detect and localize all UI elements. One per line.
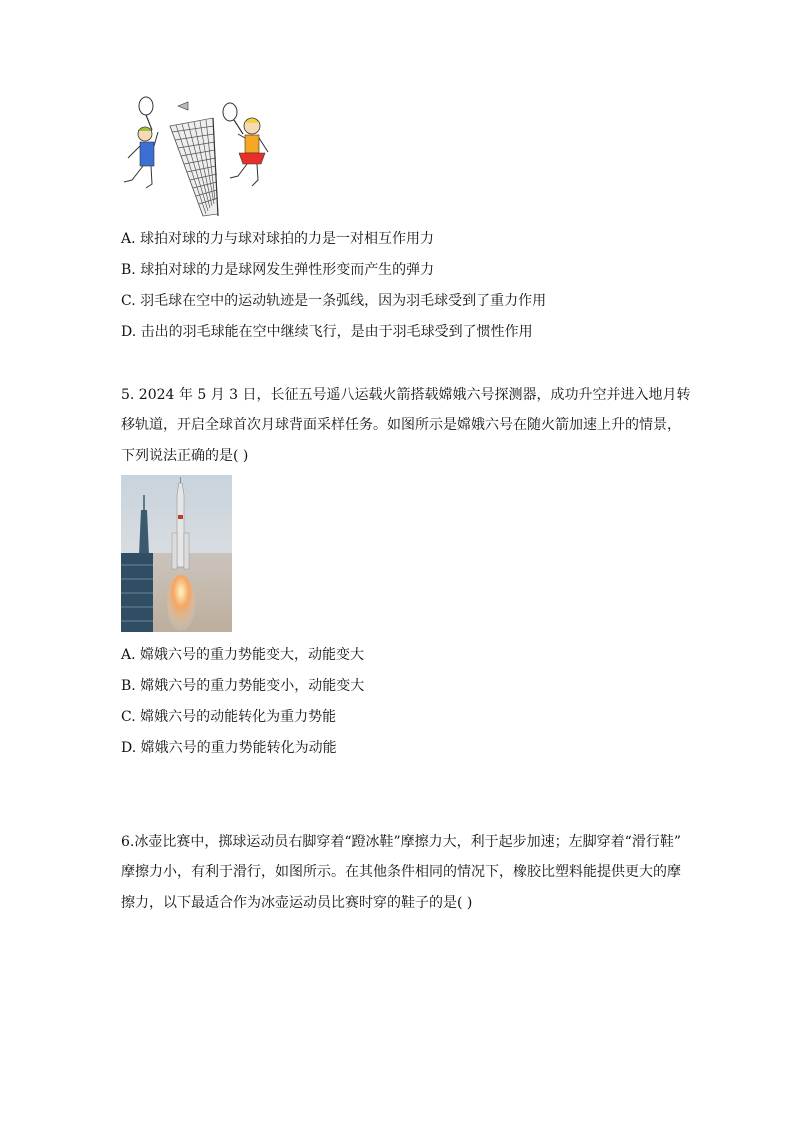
q5-stem-line-1: 5. 2024 年 5 月 3 日，长征五号遥八运载火箭搭载嫦娥六号探测器，成功升空并进入地月转 [121, 387, 691, 403]
badminton-figure [118, 96, 278, 218]
q5-stem-line-3: 下列说法正确的是( ) [121, 448, 249, 464]
q4-option-a: A. 球拍对球的力与球对球拍的力是一对相互作用力 [121, 231, 435, 247]
badminton-illustration [118, 96, 278, 218]
q5-stem-line-2: 移轨道，开启全球首次月球背面采样任务。如图所示是嫦娥六号在随火箭加速上升的情景， [121, 417, 681, 433]
q5-option-b: B. 嫦娥六号的重力势能变小，动能变大 [121, 678, 365, 694]
rocket-launch-photo [121, 475, 232, 632]
q6-stem-line-2: 摩擦力小，有利于滑行，如图所示。在其他条件相同的情况下，橡胶比塑料能提供更大的摩 [121, 864, 681, 880]
q5-option-c: C. 嫦娥六号的动能转化为重力势能 [121, 709, 337, 725]
q6-stem-line-3: 擦力，以下最适合作为冰壶运动员比赛时穿的鞋子的是( ) [121, 895, 473, 911]
q4-option-c: C. 羽毛球在空中的运动轨迹是一条弧线，因为羽毛球受到了重力作用 [121, 293, 547, 309]
q6-stem-line-1: 6.冰壶比赛中，掷球运动员右脚穿着“蹬冰鞋”摩擦力大，利于起步加速；左脚穿着“滑行鞋” [121, 834, 681, 850]
q5-option-d: D. 嫦娥六号的重力势能转化为动能 [121, 740, 337, 756]
q5-option-a: A. 嫦娥六号的重力势能变大，动能变大 [121, 647, 365, 663]
q4-option-d: D. 击出的羽毛球能在空中继续飞行，是由于羽毛球受到了惯性作用 [121, 324, 533, 340]
rocket-launch-image [121, 475, 232, 632]
q4-option-b: B. 球拍对球的力是球网发生弹性形变而产生的弹力 [121, 262, 435, 278]
